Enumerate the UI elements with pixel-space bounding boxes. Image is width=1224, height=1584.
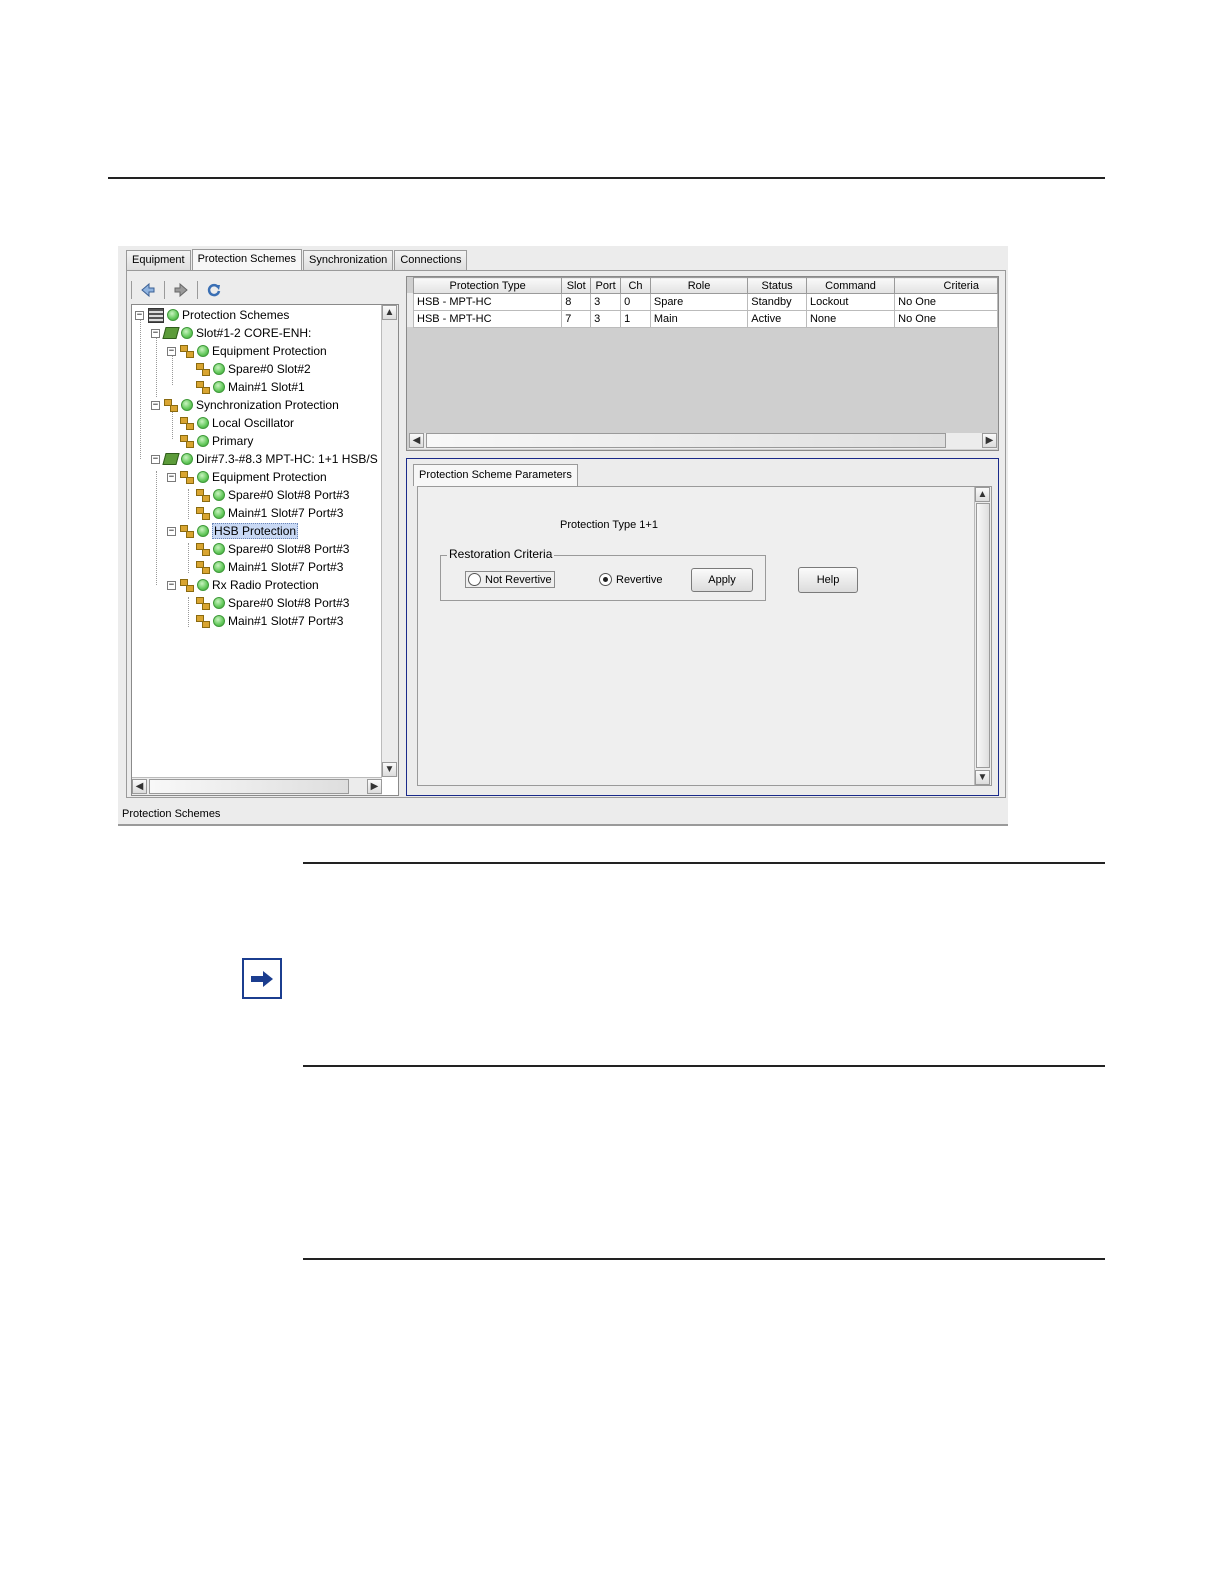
tree-item[interactable] (167, 576, 319, 594)
tree-item-label: Equipment Protection (212, 344, 327, 358)
tree-item[interactable] (167, 468, 327, 486)
tree-item-label: Rx Radio Protection (212, 578, 319, 592)
parameters-panel (406, 458, 999, 796)
tree-item[interactable] (196, 612, 343, 630)
rack-icon (148, 308, 164, 323)
note-arrow-icon (242, 958, 282, 999)
tree-guide-line (156, 337, 157, 397)
status-ok-icon (181, 453, 193, 465)
scroll-down-icon[interactable]: ▼ (382, 762, 397, 777)
tree-item[interactable] (180, 414, 294, 432)
status-ok-icon (213, 615, 225, 627)
tree-item-label: Slot#1-2 CORE-ENH: (196, 326, 312, 340)
tree-item-label: Main#1 Slot#1 (228, 380, 305, 394)
folder-tree-icon (180, 525, 194, 537)
folder-tree-icon (180, 471, 194, 483)
scroll-right-icon[interactable]: ▶ (367, 779, 382, 794)
apply-button[interactable]: Apply (691, 568, 753, 592)
tree-guide-line (140, 319, 141, 459)
table-cell: HSB - MPT-HC (414, 294, 562, 311)
folder-tree-icon (196, 561, 210, 573)
tree-item-label: Spare#0 Slot#8 Port#3 (228, 542, 350, 556)
tree-item-label: Spare#0 Slot#8 Port#3 (228, 488, 350, 502)
table-row[interactable] (414, 294, 998, 311)
column-header[interactable]: Criteria (895, 278, 998, 294)
folder-tree-icon (196, 363, 210, 375)
parameters-vertical-scrollbar[interactable] (974, 487, 991, 785)
tree-item-label: Local Oscillator (212, 416, 295, 430)
tree-item-selected[interactable] (167, 522, 298, 540)
scroll-thumb[interactable] (149, 779, 349, 794)
status-ok-icon (213, 543, 225, 555)
scroll-left-icon[interactable]: ◀ (409, 433, 424, 448)
collapse-icon[interactable]: − (168, 471, 175, 482)
back-arrow-icon[interactable] (138, 280, 158, 300)
table-header-row (414, 278, 998, 294)
tree-item[interactable] (196, 540, 349, 558)
section-rule (303, 1258, 1105, 1260)
table-cell: Standby (748, 294, 807, 311)
table-cell: HSB - MPT-HC (414, 311, 562, 328)
column-header[interactable]: Role (650, 278, 747, 294)
table-cell: Lockout (806, 294, 894, 311)
page-top-rule (108, 177, 1105, 179)
tree-item[interactable] (151, 450, 378, 468)
folder-tree-icon (180, 417, 194, 429)
protection-table (413, 277, 998, 328)
tab-protection-scheme-parameters[interactable]: Protection Scheme Parameters (413, 464, 578, 486)
tree-item-label: Main#1 Slot#7 Port#3 (228, 614, 344, 628)
tree-item[interactable] (196, 360, 311, 378)
tree-item[interactable] (167, 342, 327, 360)
table-cell: 0 (621, 294, 651, 311)
tree-guide-line (188, 489, 189, 519)
tab-protection-schemes[interactable]: Protection Schemes (192, 249, 302, 271)
tree-item[interactable] (135, 306, 289, 324)
folder-tree-icon (196, 615, 210, 627)
forward-arrow-icon[interactable] (171, 280, 191, 300)
tree-horizontal-scrollbar[interactable] (132, 777, 382, 795)
tree-vertical-scrollbar[interactable] (381, 305, 398, 777)
restoration-criteria-label: Restoration Criteria (449, 547, 553, 561)
folder-tree-icon (196, 489, 210, 501)
tree-content (132, 305, 382, 777)
tree-item[interactable] (196, 594, 349, 612)
column-header[interactable]: Slot (562, 278, 591, 294)
main-tabs (126, 250, 468, 270)
tree-item-label: Spare#0 Slot#2 (228, 362, 311, 376)
tree-item-label: HSB Protection (214, 524, 297, 538)
collapse-icon[interactable]: − (152, 399, 159, 410)
status-ok-icon (197, 471, 209, 483)
status-ok-icon (197, 345, 209, 357)
status-ok-icon (197, 435, 209, 447)
tree-item[interactable] (151, 396, 339, 414)
tree-item[interactable] (196, 504, 343, 522)
folder-tree-icon (196, 597, 210, 609)
section-rule (303, 862, 1105, 864)
folder-tree-icon (164, 399, 178, 411)
collapse-icon[interactable]: − (152, 453, 159, 464)
app-window (118, 246, 1008, 826)
status-ok-icon (181, 399, 193, 411)
tab-equipment[interactable]: Equipment (126, 250, 191, 270)
table-cell: Main (650, 311, 747, 328)
folder-tree-icon (180, 435, 194, 447)
tree-item-label: Main#1 Slot#7 Port#3 (228, 560, 344, 574)
tree-item-label: Protection Schemes (182, 308, 290, 322)
not-revertive-label: Not Revertive (485, 573, 552, 586)
tree-guide-line (156, 471, 157, 585)
protection-type-label: Protection Type 1+1 (560, 519, 658, 531)
status-ok-icon (181, 327, 193, 339)
table-cell: 1 (621, 311, 651, 328)
parameters-body (417, 486, 992, 786)
tree-guide-line (188, 543, 189, 573)
tree-item-label: Primary (212, 434, 254, 448)
table-horizontal-scrollbar[interactable] (409, 433, 997, 449)
status-ok-icon (213, 561, 225, 573)
radio-off-icon (468, 573, 481, 586)
tree-item-label: Synchronization Protection (196, 398, 339, 412)
table-row[interactable] (414, 311, 998, 328)
tree-item-label: Main#1 Slot#7 Port#3 (228, 506, 344, 520)
table-cell: 3 (591, 294, 621, 311)
collapse-icon[interactable]: − (168, 525, 175, 536)
table-cell: 3 (591, 311, 621, 328)
status-ok-icon (197, 417, 209, 429)
toolbar-separator (131, 281, 132, 299)
status-ok-icon (213, 381, 225, 393)
collapse-icon[interactable]: − (136, 309, 143, 320)
column-header[interactable]: Command (806, 278, 894, 294)
table-cell: Spare (650, 294, 747, 311)
refresh-icon[interactable] (204, 280, 224, 300)
scroll-right-icon[interactable]: ▶ (982, 433, 997, 448)
status-ok-icon (167, 309, 179, 321)
tree-item[interactable] (151, 324, 311, 342)
collapse-icon[interactable]: − (152, 327, 159, 338)
collapse-icon[interactable]: − (168, 345, 175, 356)
folder-tree-icon (180, 579, 194, 591)
status-ok-icon (213, 363, 225, 375)
scroll-down-icon[interactable]: ▼ (975, 770, 990, 785)
toolbar-separator (164, 281, 165, 299)
status-ok-icon (197, 525, 209, 537)
tree-item[interactable] (196, 486, 349, 504)
status-ok-icon (213, 489, 225, 501)
table-cell: None (806, 311, 894, 328)
table-cell: Active (748, 311, 807, 328)
tab-connections[interactable]: Connections (394, 250, 467, 270)
card-icon (162, 327, 179, 339)
folder-tree-icon (196, 543, 210, 555)
table-cell: No One (895, 311, 998, 328)
tree-item-label: Dir#7.3-#8.3 MPT-HC: 1+1 HSB/S (196, 452, 378, 466)
scroll-thumb[interactable] (976, 503, 990, 768)
column-header[interactable]: Protection Type (414, 278, 562, 294)
status-ok-icon (213, 597, 225, 609)
tree-item[interactable] (196, 558, 343, 576)
column-header[interactable]: Ch (621, 278, 651, 294)
tree-guide-line (188, 597, 189, 627)
tree-item[interactable] (180, 432, 253, 450)
section-rule (303, 1065, 1105, 1067)
tree-item-label: Spare#0 Slot#8 Port#3 (228, 596, 350, 610)
status-bar: Protection Schemes (122, 808, 221, 820)
card-icon (162, 453, 179, 465)
tree-item[interactable] (196, 378, 305, 396)
revertive-radio[interactable] (599, 573, 662, 586)
column-header[interactable]: Status (748, 278, 807, 294)
tree-toolbar (131, 278, 224, 302)
revertive-label: Revertive (616, 573, 663, 586)
scroll-thumb[interactable] (426, 433, 946, 448)
toolbar-separator (197, 281, 198, 299)
table-cell: 7 (562, 311, 591, 328)
restoration-criteria-group (440, 547, 766, 601)
protection-table-panel (406, 276, 999, 451)
radio-on-icon (599, 573, 612, 586)
scroll-up-icon[interactable]: ▲ (382, 305, 397, 320)
table-cell: 8 (562, 294, 591, 311)
folder-tree-icon (196, 507, 210, 519)
folder-tree-icon (180, 345, 194, 357)
tab-synchronization[interactable]: Synchronization (303, 250, 393, 270)
tree-item-label: Equipment Protection (212, 470, 327, 484)
not-revertive-radio[interactable] (465, 571, 555, 588)
status-ok-icon (197, 579, 209, 591)
help-button[interactable]: Help (798, 567, 858, 593)
folder-tree-icon (196, 381, 210, 393)
table-cell: No One (895, 294, 998, 311)
protection-tree (131, 304, 399, 796)
column-header[interactable]: Port (591, 278, 621, 294)
status-ok-icon (213, 507, 225, 519)
collapse-icon[interactable]: − (168, 579, 175, 590)
scroll-up-icon[interactable]: ▲ (975, 487, 990, 502)
scroll-left-icon[interactable]: ◀ (132, 779, 147, 794)
